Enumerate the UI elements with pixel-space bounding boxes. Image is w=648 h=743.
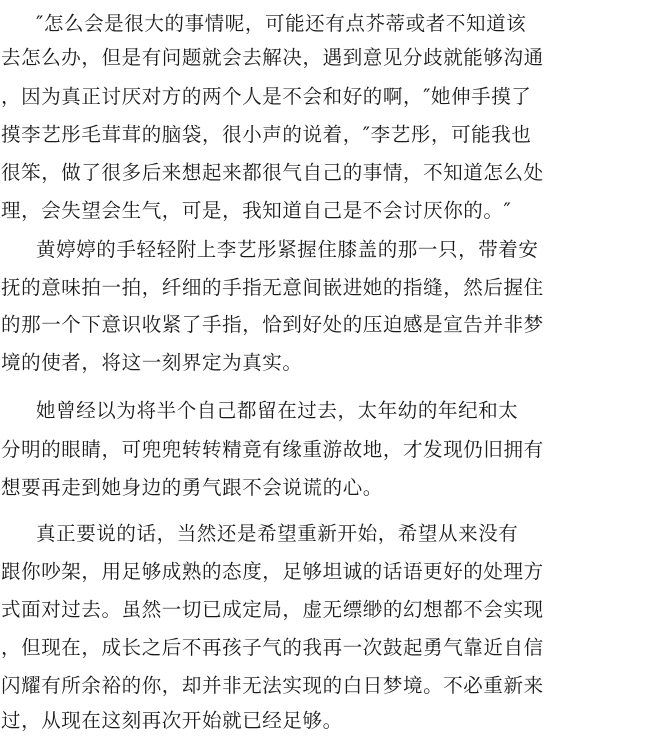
text-line: ，因为真正讨厌对方的两个人是不会和好的啊，″她伸手摸了 xyxy=(1,85,532,108)
text-line: 分明的眼睛，可兜兜转转精竟有缘重游故地，才发现仍旧拥有 xyxy=(1,438,544,461)
text-line: ″怎么会是很大的事情呢，可能还有点芥蒂或者不知道该 xyxy=(36,12,527,35)
text-line: 闪耀有所余裕的你，却并非无法实现的白日梦境。不必重新来 xyxy=(1,674,544,697)
text-line: 跟你吵架，用足够成熟的态度，足够坦诚的话语更好的处理方 xyxy=(1,560,544,583)
text-line: 抚的意味拍一拍，纤细的手指无意间嵌进她的指缝，然后握住 xyxy=(1,276,544,299)
text-line: 黄婷婷的手轻轻附上李艺彤紧握住膝盖的那一只，带着安 xyxy=(36,238,539,261)
text-line: 的那一个下意识收紧了手指，恰到好处的压迫感是宣告并非梦 xyxy=(1,313,544,336)
text-line: 境的使者，将这一刻界定为真实。 xyxy=(1,351,303,374)
text-line: 式面对过去。虽然一切已成定局，虚无缥缈的幻想都不会实现 xyxy=(1,598,544,621)
text-line: 真正要说的话，当然还是希望重新开始，希望从来没有 xyxy=(36,522,519,545)
text-line: 摸李艺彤毛茸茸的脑袋，很小声的说着，″李艺彤，可能我也 xyxy=(1,123,532,146)
text-line: 很笨，做了很多后来想起来都很气自己的事情，不知道怎么处 xyxy=(1,161,544,184)
text-line: 她曾经以为将半个自己都留在过去，太年幼的年纪和太 xyxy=(36,399,519,422)
text-line: 去怎么办，但是有问题就会去解决，遇到意见分歧就能够沟通 xyxy=(1,46,544,69)
text-line: ，但现在，成长之后不再孩子气的我再一次鼓起勇气靠近自信 xyxy=(1,636,544,659)
text-line: 过，从现在这刻再次开始就已经足够。 xyxy=(1,709,343,732)
text-line: 想要再走到她身边的勇气跟不会说谎的心。 xyxy=(1,476,383,499)
text-line: 理，会失望会生气，可是，我知道自己是不会讨厌你的。″ xyxy=(1,199,512,222)
